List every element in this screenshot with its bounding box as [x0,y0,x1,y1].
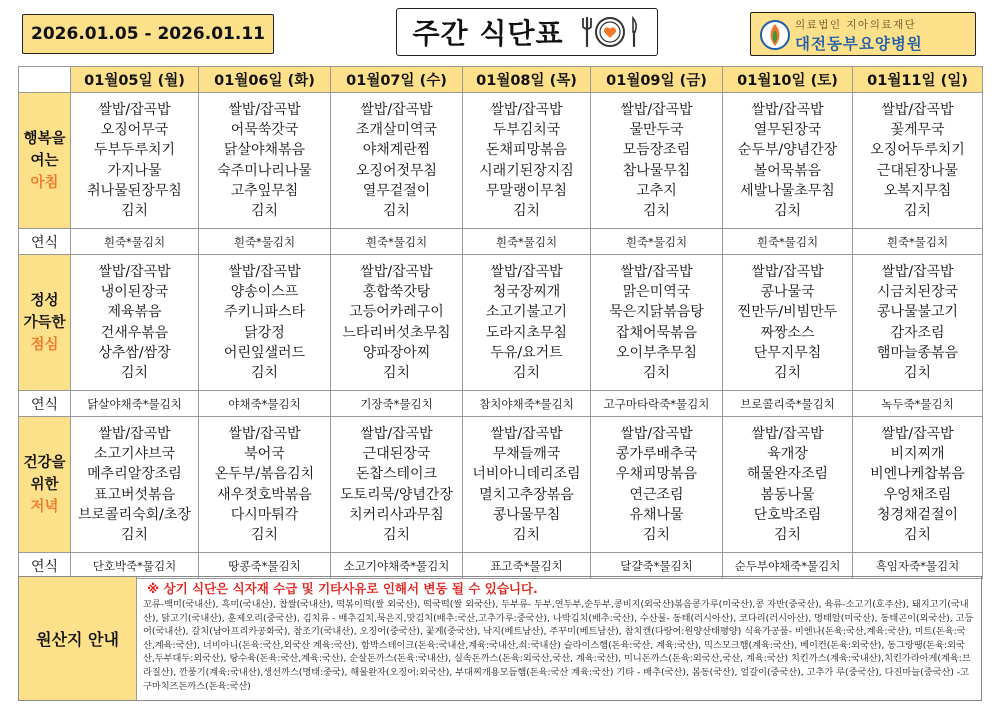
menu-item: 쌀밥/잡곡밥 [98,425,171,442]
hospital-foundation: 의료법인 지아의료재단 [795,19,917,31]
meal-label [19,255,71,391]
menu-item: 쌀밥/잡곡밥 [881,263,954,280]
menu-item: 돈찹스테이크 [355,466,438,483]
menu-item: 홍합쑥갓탕 [362,284,431,301]
menu-item: 쌀밥/잡곡밥 [881,101,954,118]
menu-item: 숙주미나리나물 [217,162,312,179]
menu-item: 감자조림 [890,324,945,341]
meal-label-text: 건강을 [23,454,66,471]
day-header: 01월08일 (목) [463,67,591,93]
menu-item: 두부두루치기 [93,142,176,159]
menu-item: 온두부/볶음김치 [214,466,315,483]
menu-item: 김치 [773,364,802,381]
menu-item: 쌀밥/잡곡밥 [490,101,563,118]
menu-item: 꽃게무국 [890,122,945,139]
menu-item: 어린잎샐러드 [223,344,306,361]
menu-item: 열무된장국 [753,122,822,139]
menu-item: 김치 [382,364,411,381]
day-header: 01월06일 (화) [199,67,331,93]
origin-details: 꼬류-백미(국내산), 흑미(국내산), 찹쌀(국내산), 떡볶이떡(쌀 외국산), 떡국떡(쌀 외국산), 두부류- 두부,연두부,순두부,콩비지(외국산)볶음콩가루(미국산),콩 자반(중국산), 육류-소고기(호주산), 돼지고기(국내산), 닭고기(국내산), 훈제오리(중국산), 김치류 - 배추김치,묵은지,맛김치(배추:국산,고추가루:중국산), 나박김치(배추:국산), 수산물- 동태(러시아산), 코다리(러시아산), 명태알(미국산), 동태곤이(외국산), 고등어(국내산), 갈치(남아프리카공화국), 참조기(국내산), 오징어(중국산), 꽃게(중국산), 낙지(베트남산), 주꾸미(베트남산), 참치캔(다랑어:원양산태평양) 식육가공품- 비엔나(돈육:국산,계육:국산), 미트(돈육:국산,계육:국산), 너비아니(돈육:국산,외국산 계육:국산), 함박스테이크(돈육:국내산,계육:국내산,쇠:국내산) 슬라이스햄(돈육:국산, 계육:국산), 믹스모크햄(계육:국산), 베이컨(돈육:외국산), 동그랑땡(돈육:외국산,두부대두:외국산), 탕수육(돈육:국산,계육:국산), 순살돈까스(돈육:국내산), 실속돈까스(돈육:외국산,국산, 계육:국산), 미니돈까스(돈육:외국산,국산, 계육:국산) 치킨까스(계육:국내산),치킨가라아게(계육:브 라질산), 깐풍기(계육:국내산),생선까스(명태:중국), 해물완자(오징어:외국산), 부대찌개용모듬햄(돈육:국산 계육:국산) 기타 - 배추(국산), 봄동(국산), 얼갈이(중국산), 고추가 루(중국산), 다진마늘(중국산) -고구마치즈돈까스(돈육:국산) [143,599,974,692]
menu-item: 물만두국 [629,122,684,139]
menu-item: 고등어카레구이 [349,304,444,321]
menu-item: 단호박조림 [753,506,822,523]
menu-item: 김치 [120,526,149,543]
menu-cell [853,255,983,391]
menu-item: 단무지무침 [753,344,822,361]
soft-diet-cell: 흰죽*물김치 [723,229,853,255]
menu-item: 우엉채조림 [883,486,952,503]
menu-item: 상추쌈/쌈장 [98,344,171,361]
soft-diet-cell: 흰죽*물김치 [71,229,199,255]
corner-cell [19,67,71,93]
menu-item: 주키니파스타 [223,304,306,321]
soft-diet-cell: 야채죽*물김치 [199,391,331,417]
menu-item: 쌀밥/잡곡밥 [620,263,693,280]
menu-item: 쌀밥/잡곡밥 [490,425,563,442]
soft-diet-row [19,391,983,417]
menu-item: 콩나물무침 [492,506,561,523]
menu-item: 햄마늘종볶음 [876,344,959,361]
menu-cell [853,417,983,553]
menu-item: 소고기샤브국 [93,446,176,463]
menu-item: 김치 [382,202,411,219]
menu-item: 도라지초무침 [485,324,568,341]
day-header: 01월07일 (수) [331,67,463,93]
menu-cell [463,93,591,229]
title-box [396,8,658,56]
meal-row [19,417,983,553]
menu-item: 해물완자조림 [746,466,829,483]
menu-item: 고추지 [636,182,677,199]
menu-cell [71,93,199,229]
meal-label [19,93,71,229]
menu-item: 너비아니데리조림 [472,466,581,483]
hospital-badge [750,12,976,56]
menu-item: 쌀밥/잡곡밥 [620,425,693,442]
menu-item: 김치 [903,364,932,381]
meal-label [19,417,71,553]
change-notice: ※ 상기 식단은 식자재 수급 및 기타사유로 인해서 변동 될 수 있습니다. [147,581,538,596]
menu-item: 도토리묵/양념간장 [340,486,453,503]
menu-item: 김치 [642,364,671,381]
menu-item: 닭강정 [244,324,285,341]
menu-cell [199,255,331,391]
menu-item: 야채계란찜 [362,142,431,159]
menu-item: 봄동나물 [760,486,815,503]
menu-cell [723,93,853,229]
menu-item: 잡채어묵볶음 [615,324,698,341]
menu-cell [71,255,199,391]
header [8,8,992,56]
soft-diet-cell: 흰죽*물김치 [591,229,723,255]
menu-item: 북어국 [244,446,285,463]
menu-item: 쌀밥/잡곡밥 [751,263,824,280]
menu-item: 근대된장나물 [876,162,959,179]
menu-cell [199,417,331,553]
menu-item: 시금치된장국 [876,284,959,301]
meal-label-text: 여는 [30,152,59,169]
soft-diet-cell: 녹두죽*물김치 [853,391,983,417]
menu-item: 쌀밥/잡곡밥 [360,263,433,280]
day-header: 01월05일 (월) [71,67,199,93]
soft-diet-cell: 흰죽*물김치 [463,229,591,255]
menu-item: 느타리버섯초무침 [342,324,451,341]
meal-label-text: 위한 [30,476,59,493]
menu-item: 김치 [512,364,541,381]
menu-cell [591,255,723,391]
menu-item: 찐만두/비빔만두 [737,304,838,321]
menu-item: 양파장아찌 [362,344,431,361]
menu-item: 표고버섯볶음 [93,486,176,503]
menu-item: 콩나물국 [760,284,815,301]
menu-item: 브로콜리숙회/초장 [78,506,191,523]
menu-cell [723,417,853,553]
menu-item: 콩나물불고기 [876,304,959,321]
menu-item: 두부김치국 [492,122,561,139]
soft-diet-cell: 땅콩죽*물김치 [199,553,331,579]
menu-item: 시래기된장지짐 [479,162,574,179]
menu-item: 참나물무침 [622,162,691,179]
meal-name: 저녁 [30,498,59,515]
day-header-row [19,67,983,93]
menu-item: 새우젓호박볶음 [217,486,312,503]
menu-item: 김치 [250,202,279,219]
meal-name: 아침 [30,174,59,191]
soft-diet-row [19,553,983,579]
page-title: 주간 식단표 [412,17,564,50]
menu-item: 냉이된장국 [100,284,169,301]
menu-item: 돈채피망볶음 [485,142,568,159]
soft-diet-cell: 흰죽*물김치 [199,229,331,255]
menu-item: 유채나물 [629,506,684,523]
hospital-logo-icon [759,19,791,51]
soft-diet-cell: 고구마타락죽*물김치 [591,391,723,417]
menu-item: 어묵쑥갓국 [230,122,299,139]
menu-item: 청국장찌개 [492,284,561,301]
soft-diet-cell: 닭살야채죽*물김치 [71,391,199,417]
menu-item: 김치 [642,526,671,543]
soft-diet-label: 연식 [19,229,71,255]
menu-item: 콩가루배추국 [615,446,698,463]
origin-label: 원산지 안내 [19,577,137,700]
menu-cell [723,255,853,391]
menu-item: 쌀밥/잡곡밥 [751,425,824,442]
soft-diet-cell: 흰죽*물김치 [331,229,463,255]
menu-item: 가지나물 [107,162,162,179]
menu-item: 쌀밥/잡곡밥 [228,263,301,280]
menu-item: 쌀밥/잡곡밥 [620,101,693,118]
menu-item: 맑은미역국 [622,284,691,301]
meal-row [19,255,983,391]
menu-item: 쌀밥/잡곡밥 [98,101,171,118]
menu-item: 무채들깨국 [492,446,561,463]
menu-cell [463,255,591,391]
menu-item: 쌀밥/잡곡밥 [881,425,954,442]
menu-cell [463,417,591,553]
menu-item: 조개살미역국 [355,122,438,139]
menu-item: 김치 [512,526,541,543]
soft-diet-label: 연식 [19,553,71,579]
menu-item: 쌀밥/잡곡밥 [360,425,433,442]
day-header: 01월10일 (토) [723,67,853,93]
menu-item: 모듬장조림 [622,142,691,159]
menu-item: 청경채겉절이 [876,506,959,523]
soft-diet-row [19,229,983,255]
menu-item: 세발나물초무침 [740,182,835,199]
date-range: 2026.01.05 - 2026.01.11 [22,14,274,54]
menu-item: 메추리알장조림 [87,466,182,483]
soft-diet-cell: 참치야채죽*물김치 [463,391,591,417]
menu-item: 무말랭이무침 [485,182,568,199]
menu-item: 우채피망볶음 [615,466,698,483]
menu-item: 김치 [250,526,279,543]
soft-diet-cell: 소고기야채죽*물김치 [331,553,463,579]
menu-item: 김치 [773,202,802,219]
menu-cell [331,255,463,391]
menu-item: 소고기불고기 [485,304,568,321]
menu-item: 김치 [903,526,932,543]
soft-diet-label: 연식 [19,391,71,417]
soft-diet-cell: 흑임자죽*물김치 [853,553,983,579]
day-header: 01월11일 (일) [853,67,983,93]
menu-item: 닭살야채볶음 [223,142,306,159]
soft-diet-cell: 표고죽*물김치 [463,553,591,579]
menu-item: 김치 [382,526,411,543]
menu-cell [591,93,723,229]
menu-item: 비엔나케찹볶음 [870,466,965,483]
menu-item: 김치 [512,202,541,219]
menu-item: 오복지무침 [883,182,952,199]
menu-item: 순두부/양념간장 [737,142,838,159]
meal-label-text: 행복을 [23,130,66,147]
menu-item: 양송이스프 [230,284,299,301]
meal-label-text: 정성 [30,292,59,309]
menu-item: 오징어젓무침 [355,162,438,179]
menu-item: 쌀밥/잡곡밥 [360,101,433,118]
menu-item: 비지찌개 [890,446,945,463]
menu-item: 쌀밥/잡곡밥 [98,263,171,280]
menu-item: 두유/요거트 [490,344,563,361]
soft-diet-cell: 단호박죽*물김치 [71,553,199,579]
menu-item: 고추잎무침 [230,182,299,199]
menu-cell [71,417,199,553]
soft-diet-cell: 브로콜리죽*물김치 [723,391,853,417]
menu-item: 김치 [903,202,932,219]
meal-label-text: 가득한 [23,314,66,331]
hospital-name: 대전동부요양병원 [795,35,923,53]
menu-item: 짜짱소스 [760,324,815,341]
soft-diet-cell: 순두부야채죽*물김치 [723,553,853,579]
soft-diet-cell: 달걀죽*물김치 [591,553,723,579]
menu-item: 김치 [120,202,149,219]
menu-item: 볼어묵볶음 [753,162,822,179]
menu-item: 쌀밥/잡곡밥 [490,263,563,280]
origin-body [143,580,975,697]
menu-item: 묵은지닭볶음탕 [609,304,704,321]
menu-item: 육개장 [767,446,808,463]
menu-item: 쌀밥/잡곡밥 [228,425,301,442]
menu-cell [331,417,463,553]
fork-plate-knife-icon [578,14,642,50]
menu-item: 제육볶음 [107,304,162,321]
menu-item: 오이부추무침 [615,344,698,361]
menu-item: 김치 [773,526,802,543]
menu-item: 쌀밥/잡곡밥 [228,101,301,118]
menu-item: 김치 [642,202,671,219]
menu-cell [199,93,331,229]
menu-item: 연근조림 [629,486,684,503]
menu-item: 근대된장국 [362,446,431,463]
meal-name: 점심 [30,336,59,353]
menu-item: 다시마튀각 [230,506,299,523]
menu-cell [331,93,463,229]
soft-diet-cell: 흰죽*물김치 [853,229,983,255]
menu-item: 오징어무국 [100,122,169,139]
menu-item: 오징어두루치기 [870,142,965,159]
meal-row [19,93,983,229]
soft-diet-cell: 기장죽*물김치 [331,391,463,417]
menu-item: 김치 [250,364,279,381]
menu-table [18,66,983,579]
menu-item: 치커리사과무침 [349,506,444,523]
menu-item: 취나물된장무침 [87,182,182,199]
menu-item: 건새우볶음 [100,324,169,341]
menu-item: 쌀밥/잡곡밥 [751,101,824,118]
menu-item: 멸치고추장볶음 [479,486,574,503]
origin-info [18,576,982,701]
day-header: 01월09일 (금) [591,67,723,93]
menu-item: 열무겉절이 [362,182,431,199]
menu-cell [591,417,723,553]
menu-item: 김치 [120,364,149,381]
menu-cell [853,93,983,229]
